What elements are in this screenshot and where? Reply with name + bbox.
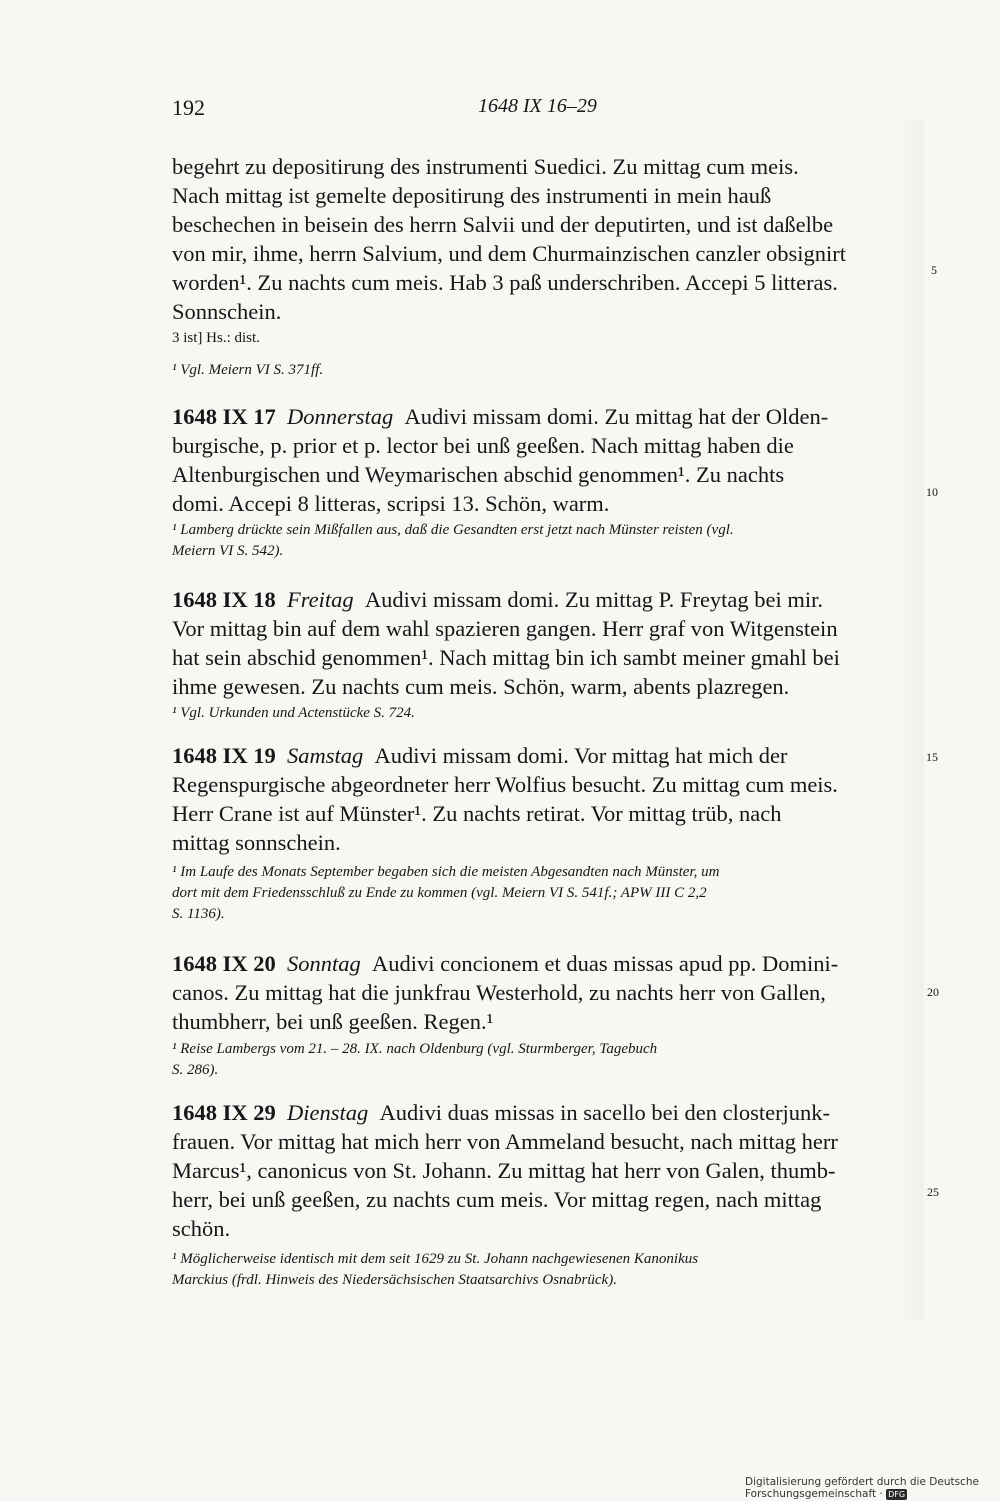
text-line: Audivi missam domi. Vor mittag hat mich der: [374, 743, 788, 768]
text-line: herr, bei unß geeßen, zu nachts cum meis. Vor mittag regen, nach mittag: [172, 1187, 822, 1212]
line-number: 15: [926, 750, 938, 764]
footnote-line: S. 1136).: [172, 906, 225, 922]
entry-day: Samstag: [287, 743, 364, 768]
footnote: [172, 520, 917, 562]
digitization-footer: [745, 1476, 1000, 1500]
dfg-logo: DFG: [888, 1490, 906, 1499]
entry-day: Sonntag: [287, 951, 361, 976]
text-line: beschechen in beisein des herrn Salvii und der deputirten, und ist daßelbe: [172, 212, 834, 237]
text-line: Audivi missam domi. Zu mittag hat der Olden-: [404, 404, 829, 429]
text-line: domi. Accepi 8 litteras, scripsi 13. Schön, warm.: [172, 491, 610, 516]
footnote-line: ¹ Reise Lambergs vom 21. – 28. IX. nach Oldenburg (vgl. Sturmberger, Tagebuch: [172, 1041, 658, 1057]
entry-day: Freitag: [287, 587, 354, 612]
text-line: Altenburgischen und Weymarischen abschid genommen¹. Zu nachts: [172, 462, 785, 487]
text-line: ihme gewesen. Zu nachts cum meis. Schön, warm, abents plazregen.: [172, 674, 790, 699]
entry-day: Donnerstag: [287, 404, 394, 429]
text-line: Herr Crane ist auf Münster¹. Zu nachts retirat. Vor mittag trüb, nach: [172, 801, 782, 826]
footnote-line: S. 286).: [172, 1062, 219, 1078]
footnote-line: ¹ Lamberg drückte sein Mißfallen aus, daß die Gesandten erst jetzt nach Münster reisten (vgl.: [172, 522, 734, 538]
entry-day: Dienstag: [287, 1100, 369, 1125]
footnote-line: ¹ Vgl. Urkunden und Actenstücke S. 724.: [172, 705, 415, 721]
diary-entry-ix-29: [172, 1098, 917, 1243]
text-line: Audivi concionem et duas missas apud pp. Domini-: [372, 951, 839, 976]
footnote-line: Marckius (frdl. Hinweis des Niedersächsischen Staatsarchivs Osnabrück).: [172, 1272, 617, 1288]
text-line: Nach mittag ist gemelte depositirung des instrumenti in mein hauß: [172, 183, 772, 208]
line-number: 20: [927, 985, 939, 999]
text-line: begehrt zu depositirung des instrumenti Suedici. Zu mittag cum meis.: [172, 154, 799, 179]
text-line: Sonnschein.: [172, 299, 282, 324]
text-line: thumbherr, bei unß geeßen. Regen.¹: [172, 1009, 494, 1034]
page-number: 192: [172, 95, 205, 120]
text-line: Audivi missam domi. Zu mittag P. Freytag bei mir.: [364, 587, 824, 612]
text-line: canos. Zu mittag hat die junkfrau Westerhold, zu nachts herr von Gallen,: [172, 980, 826, 1005]
footnote: [172, 1039, 917, 1081]
text-line: Regenspurgische abgeordneter herr Wolfius besucht. Zu mittag cum meis.: [172, 772, 838, 797]
running-head: 1648 IX 16–29: [478, 95, 597, 117]
entry-date: 1648 IX 19: [172, 743, 276, 768]
apparatus-note: 3 ist] Hs.: dist.: [172, 330, 260, 346]
footnote-line: ¹ Möglicherweise identisch mit dem seit 1629 zu St. Johann nachgewiesenen Kanonikus: [172, 1251, 699, 1267]
footnote-line: ¹ Im Laufe des Monats September begaben sich die meisten Abgesandten nach Münster, um: [172, 864, 720, 880]
text-line: worden¹. Zu nachts cum meis. Hab 3 paß underschriben. Accepi 5 litteras.: [172, 270, 838, 295]
footnote-line: Meiern VI S. 542).: [172, 543, 284, 559]
line-number: 5: [931, 263, 937, 277]
entry-date: 1648 IX 17: [172, 404, 276, 429]
entry-date: 1648 IX 18: [172, 587, 276, 612]
text-line: Audivi duas missas in sacello bei den closterjunk-: [379, 1100, 831, 1125]
text-line: von mir, ihme, herrn Salvium, und dem Churmainzischen canzler obsignirt: [172, 241, 846, 266]
footnote: [172, 703, 917, 724]
footnote: [172, 862, 917, 925]
diary-entry-ix-18: [172, 585, 917, 701]
text-line: frauen. Vor mittag hat mich herr von Ammeland besucht, nach mittag herr: [172, 1129, 838, 1154]
text-line: schön.: [172, 1216, 231, 1241]
text-line: Marcus¹, canonicus von St. Johann. Zu mittag hat herr von Galen, thumb-: [172, 1158, 836, 1183]
footer-text: Digitalisierung gefördert durch die Deutsche Forschungsgemeinschaft ·: [745, 1476, 979, 1500]
text-line: Vor mittag bin auf dem wahl spazieren gangen. Herr graf von Witgenstein: [172, 616, 838, 641]
entry-date: 1648 IX 20: [172, 951, 276, 976]
text-line: mittag sonnschein.: [172, 830, 341, 855]
footnote-line: dort mit dem Friedensschluß zu Ende zu kommen (vgl. Meiern VI S. 541f.; APW III C 2,2: [172, 885, 707, 901]
footnote: ¹ Vgl. Meiern VI S. 371ff.: [172, 362, 324, 378]
text-line: burgische, p. prior et p. lector bei unß geeßen. Nach mittag haben die: [172, 433, 794, 458]
diary-entry-ix-20: [172, 949, 917, 1036]
text-line: hat sein abschid genommen¹. Nach mittag bin ich sambt meiner gmahl bei: [172, 645, 840, 670]
line-number: 10: [926, 485, 938, 499]
diary-entry-ix-17: [172, 402, 917, 518]
line-number: 25: [927, 1185, 939, 1199]
footnote: [172, 1249, 917, 1291]
diary-entry-ix-19: [172, 741, 917, 857]
continued-paragraph: [172, 152, 917, 326]
entry-date: 1648 IX 29: [172, 1100, 276, 1125]
